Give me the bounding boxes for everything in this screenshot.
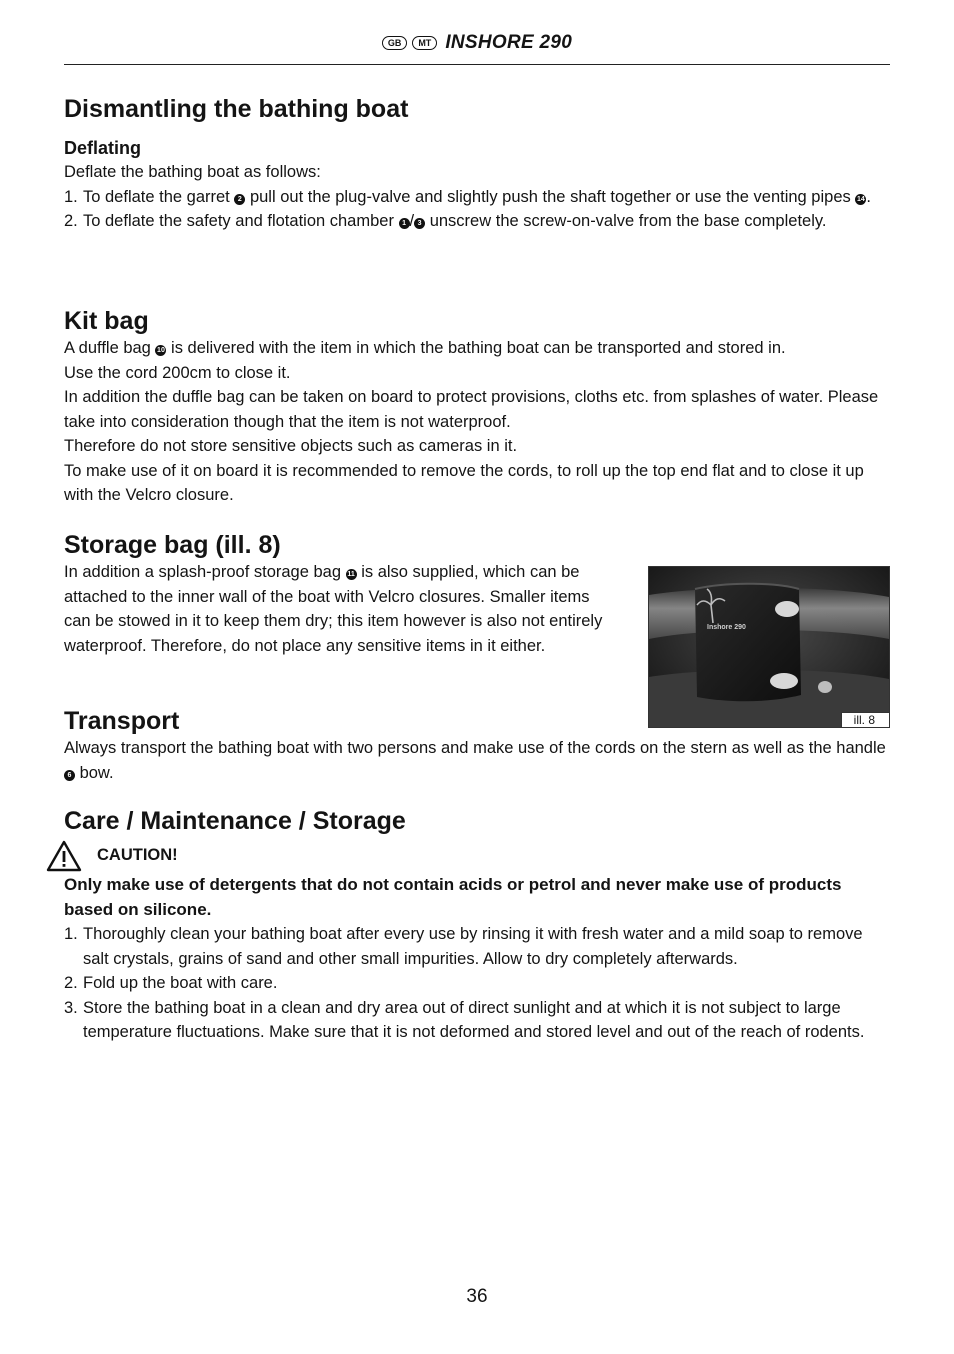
transport-title: Transport: [64, 707, 180, 735]
paragraph-text: Always transport the bathing boat with two persons and make use of the cords on the stern as well as the handle: [64, 739, 886, 757]
step-number: 2.: [64, 974, 78, 992]
deflating-steps: [64, 185, 890, 234]
care-title: Care / Maintenance / Storage: [64, 807, 406, 835]
kit-bag-paragraph-2: Use the cord 200cm to close it.: [64, 363, 291, 382]
part-number-marker: 14: [856, 195, 865, 203]
warning-triangle-icon: [46, 840, 82, 872]
kit-bag-paragraph-1: [64, 336, 890, 361]
care-body: [64, 873, 890, 1045]
model-title: INSHORE 290: [445, 32, 573, 53]
section-transport: [64, 706, 890, 785]
step-number: 1.: [64, 187, 78, 206]
storage-bag-title: Storage bag (ill. 8): [64, 531, 281, 559]
part-number-marker: 11: [347, 571, 355, 578]
kit-bag-title: Kit bag: [64, 307, 149, 335]
step-text: Thoroughly clean your bathing boat after every use by rinsing it with fresh water and a mild soap to remove salt crystals, grains of sand and other small impurities. Allow to dry completely afterwards.: [83, 925, 863, 968]
photo-bag-print: Inshore 290: [707, 624, 746, 631]
step-text: Fold up the boat with care.: [83, 974, 278, 992]
step-text: /: [409, 212, 415, 230]
step-text: pull out the plug-valve and slightly push the shaft together or use the venting pipes: [245, 187, 856, 206]
deflating-intro: Deflate the bathing boat as follows:: [64, 163, 321, 181]
kit-bag-paragraph-3: In addition the duffle bag can be taken on board to protect provisions, cloths etc. from splashes of water. Please take into consideration though that the item is not waterproof.: [64, 388, 879, 431]
kit-bag-paragraph-4: Therefore do not store sensitive objects such as cameras in it.: [64, 437, 518, 455]
page-header: [64, 28, 890, 65]
care-step-1: [64, 922, 890, 971]
part-number-marker: 10: [157, 347, 165, 354]
part-number-marker: 6: [64, 770, 75, 781]
deflating-step-2: [64, 209, 890, 234]
paragraph-text: In addition a splash-proof storage bag: [64, 563, 346, 581]
step-number: 3.: [64, 998, 78, 1017]
care-step-2: [64, 971, 890, 996]
step-number: 2.: [64, 212, 78, 230]
badge-gb: GB: [382, 36, 408, 50]
badge-mt: MT: [412, 36, 437, 50]
section-dismantling: [64, 94, 890, 234]
part-number-marker: 3: [414, 218, 425, 229]
care-steps: [64, 922, 890, 1045]
storage-bag-image: [649, 567, 889, 727]
paragraph-text: A duffle bag: [64, 339, 156, 357]
care-step-3: [64, 996, 890, 1045]
deflating-step-1: [64, 185, 890, 210]
step-text: unscrew the screw-on-valve from the base completely.: [425, 212, 827, 230]
section-kit-bag: [64, 306, 890, 508]
part-number-marker: 2: [234, 194, 245, 205]
step-text: To deflate the garret: [83, 187, 235, 206]
page-number: 36: [466, 1286, 488, 1307]
kit-bag-paragraph-5: To make use of it on board it is recommended to remove the cords, to roll up the top end flat and to close it up with the Velcro closure.: [64, 461, 864, 504]
paragraph-text: is also supplied, which can be attached to the inner wall of the boat with Velcro closures. Smaller items can be stowed in it to keep them dry; this item however is also not entirely waterproof. Therefore, do not place any sensitive items in it either.: [64, 563, 603, 655]
step-text: .: [866, 187, 871, 206]
step-text: Store the bathing boat in a clean and dry area out of direct sunlight and at which it is not subject to large temperature fluctuations. Make sure that it is not deformed and stored level and out of the reach of rodents.: [83, 998, 865, 1041]
deflating-subtitle: Deflating: [64, 138, 142, 158]
part-number-marker: 1: [399, 218, 410, 229]
dismantling-title: Dismantling the bathing boat: [64, 95, 409, 123]
transport-paragraph: [64, 736, 890, 785]
caution-label: CAUTION!: [97, 846, 178, 864]
section-care: [64, 806, 890, 836]
storage-bag-paragraph: [64, 560, 614, 658]
step-text: To deflate the safety and flotation chamber: [83, 212, 399, 230]
section-storage-bag: [64, 530, 614, 658]
step-number: 1.: [64, 925, 78, 943]
header-content: [64, 32, 890, 54]
illustration-label: ill. 8: [841, 712, 889, 727]
care-warning: Only make use of detergents that do not contain acids or petrol and never make use of products based on silicone.: [64, 875, 842, 919]
paragraph-text: bow.: [75, 763, 114, 782]
paragraph-text: is delivered with the item in which the bathing boat can be transported and stored in.: [166, 339, 786, 357]
storage-bag-photo: [648, 566, 890, 728]
